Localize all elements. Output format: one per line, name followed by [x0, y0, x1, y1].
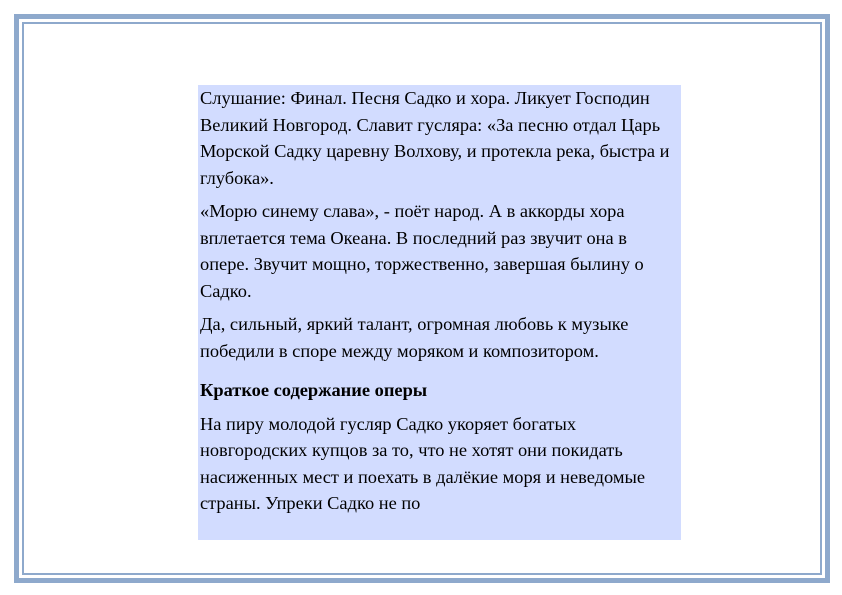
paragraph-finale: Слушание: Финал. Песня Садко и хора. Ликует Господин Великий Новгород. Славит гусляра: «За песню отдал Царь Морской Садку царевну Волхову, и протекла река, быстра и глубока». [200, 88, 670, 188]
section-heading: Краткое содержание оперы [200, 380, 428, 400]
paragraph-talent: Да, сильный, яркий талант, огромная любовь к музыке победили в споре между моряком и композитором. [200, 314, 629, 361]
text-block [198, 85, 681, 540]
paragraph-sea-glory: «Морю синему слава», - поёт народ. А в аккорды хора вплетается тема Океана. В последний раз звучит она в опере. Звучит мощно, торжественно, завершая былину о Садко. [200, 201, 644, 301]
paragraph-summary: На пиру молодой гусляр Садко укоряет богатых новгородских купцов за то, что не хотят они покидать насиженных мест и поехать в далёкие моря и неведомые страны. Упреки Садко не по [200, 413, 646, 513]
